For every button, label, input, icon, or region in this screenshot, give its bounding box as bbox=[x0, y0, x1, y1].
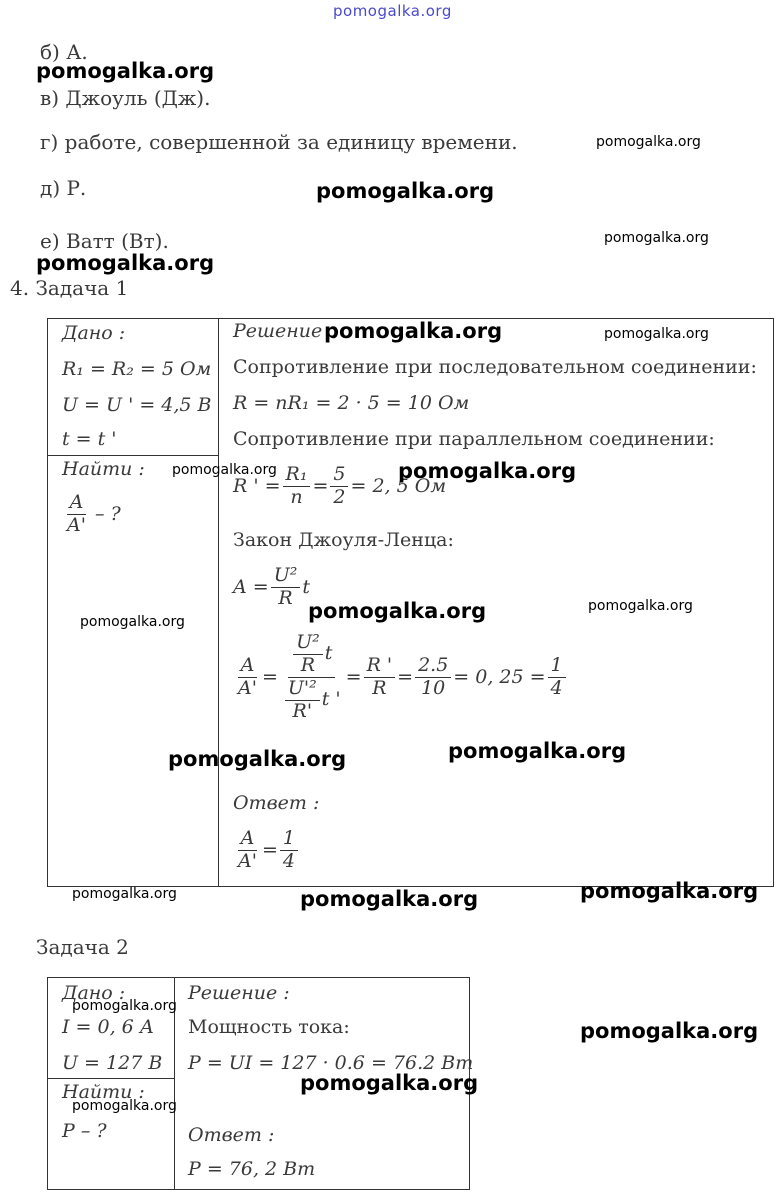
task1-parallel-formula: R ' = $\frac{\text{R₁}}{n}$ = $\frac{5}{2}$ = 2, 5 Ом bbox=[233, 463, 447, 508]
task1-series-text: Сопротивление при последовательном соединении: bbox=[233, 356, 757, 378]
task1-given-3: t = t ' bbox=[62, 428, 117, 450]
law-t: t bbox=[302, 576, 310, 599]
task2-power-text: Мощность тока: bbox=[188, 1016, 350, 1038]
watermark: pomogalka.org bbox=[36, 251, 215, 275]
ratio-den: A' bbox=[238, 676, 257, 699]
task2-answer: P = 76, 2 Вт bbox=[188, 1158, 316, 1180]
ratio-bd-num: U'² bbox=[285, 678, 320, 701]
watermark: pomogalka.org bbox=[300, 1071, 479, 1095]
ratio-bn-den: R bbox=[300, 653, 316, 676]
answer1-den-r: 4 bbox=[282, 849, 295, 872]
task1-heading: 4. Задача 1 bbox=[10, 276, 129, 300]
watermark: pomogalka.org bbox=[604, 230, 709, 246]
law-den: R bbox=[278, 586, 293, 609]
ratio-f3-num: 2.5 bbox=[415, 655, 451, 678]
watermark: pomogalka.org bbox=[72, 1098, 177, 1114]
task2-given-2: U = 127 В bbox=[62, 1052, 163, 1074]
task1-divider bbox=[218, 318, 219, 887]
task1-solution-label: Решение bbox=[233, 320, 323, 342]
watermark-top: pomogalka.org bbox=[333, 2, 452, 20]
answer1-num-l: A bbox=[238, 828, 258, 851]
task2-power-formula: P = UI = 127 · 0.6 = 76.2 Вт bbox=[188, 1052, 474, 1074]
task1-given-separator bbox=[47, 455, 219, 456]
ratio-complex-fraction: $\frac{\text{U²}}{R}$ t $\frac{\text{U'²}}{R'}$ t ' bbox=[280, 632, 344, 722]
answer-b: б) А. bbox=[40, 40, 88, 64]
watermark: pomogalka.org bbox=[72, 886, 177, 902]
answer-d: д) Р. bbox=[40, 176, 87, 200]
watermark: pomogalka.org bbox=[72, 998, 177, 1014]
task1-find-label: Найти : bbox=[62, 458, 145, 480]
ratio-bd-den: R' bbox=[292, 699, 313, 722]
parallel-f2-den: 2 bbox=[333, 485, 346, 508]
task1-ratio-formula: $\frac{A}{A'}$ = $\frac{\text{U²}}{R}$ t $\frac{\text{U'²}}{R'}$ t ' = $\frac{R '}{R}$ = $\frac{2.5}{10}$ = 0, 25 = $\frac{1}{4}$ bbox=[233, 632, 568, 722]
watermark: pomogalka.org bbox=[300, 887, 479, 911]
parallel-result: = 2, 5 Ом bbox=[350, 475, 447, 498]
task1-given-label: Дано : bbox=[62, 322, 126, 344]
answer-e: е) Ватт (Вт). bbox=[40, 229, 169, 253]
watermark: pomogalka.org bbox=[580, 879, 759, 903]
watermark: pomogalka.org bbox=[604, 326, 709, 342]
ratio-num: A bbox=[238, 655, 258, 678]
law-num: U² bbox=[271, 565, 301, 588]
law-lhs: A = bbox=[233, 576, 269, 599]
ratio-f4-num: 1 bbox=[548, 655, 566, 678]
watermark: pomogalka.org bbox=[168, 747, 347, 771]
task2-find-label: Найти : bbox=[62, 1081, 145, 1103]
watermark: pomogalka.org bbox=[588, 598, 693, 614]
parallel-f1-den: n bbox=[290, 485, 303, 508]
parallel-f2-num: 5 bbox=[330, 464, 348, 487]
watermark: pomogalka.org bbox=[596, 134, 701, 150]
task1-given-2: U = U ' = 4,5 В bbox=[62, 394, 212, 416]
ratio-bn-t: t bbox=[324, 642, 333, 665]
task1-find-den: A' bbox=[67, 513, 86, 536]
answer-v: в) Джоуль (Дж). bbox=[40, 86, 211, 110]
task1-parallel-text: Сопротивление при параллельном соединении: bbox=[233, 428, 715, 450]
task1-answer: $\frac{A}{A'}$ = $\frac{1}{4}$ bbox=[233, 828, 300, 873]
ratio-f2-num: R ' bbox=[364, 655, 396, 678]
parallel-f1-num: R₁ bbox=[283, 464, 311, 487]
parallel-lhs: R ' = bbox=[233, 475, 281, 498]
ratio-f2-den: R bbox=[372, 676, 387, 699]
watermark: pomogalka.org bbox=[580, 1019, 759, 1043]
watermark: pomogalka.org bbox=[172, 462, 277, 478]
watermark: pomogalka.org bbox=[448, 739, 627, 763]
task1-series-formula: R = nR₁ = 2 · 5 = 10 Ом bbox=[233, 392, 470, 414]
task2-given-label: Дано : bbox=[62, 982, 126, 1004]
answer1-num-r: 1 bbox=[280, 828, 298, 851]
task2-solution-label: Решение : bbox=[188, 982, 290, 1004]
watermark: pomogalka.org bbox=[316, 179, 495, 203]
ratio-f4-den: 4 bbox=[550, 676, 563, 699]
task2-find: P – ? bbox=[62, 1120, 107, 1142]
task1-find-suffix: – ? bbox=[94, 503, 121, 526]
task1-find bbox=[62, 492, 121, 537]
task2-given-1: I = 0, 6 А bbox=[62, 1016, 155, 1038]
ratio-f3-den: 10 bbox=[421, 676, 446, 699]
watermark: pomogalka.org bbox=[398, 459, 577, 483]
answer1-den-l: A' bbox=[238, 849, 257, 872]
watermark: pomogalka.org bbox=[324, 319, 503, 343]
task2-heading: Задача 2 bbox=[36, 935, 129, 959]
task2-given-separator bbox=[47, 1078, 175, 1079]
task1-law-text: Закон Джоуля-Ленца: bbox=[233, 529, 454, 551]
watermark: pomogalka.org bbox=[36, 59, 215, 83]
ratio-bn-num: U² bbox=[293, 632, 323, 655]
task2-answer-label: Ответ : bbox=[188, 1124, 275, 1146]
answer-g: г) работе, совершенной за единицу времени. bbox=[40, 130, 518, 154]
ratio-mid: = 0, 25 = bbox=[453, 666, 546, 689]
task1-law-formula bbox=[233, 565, 310, 610]
task1-find-num: A bbox=[67, 492, 87, 515]
task1-answer-label: Ответ : bbox=[233, 792, 320, 814]
task1-given-1: R₁ = R₂ = 5 Ом bbox=[62, 358, 212, 380]
watermark: pomogalka.org bbox=[80, 614, 185, 630]
watermark: pomogalka.org bbox=[308, 599, 487, 623]
